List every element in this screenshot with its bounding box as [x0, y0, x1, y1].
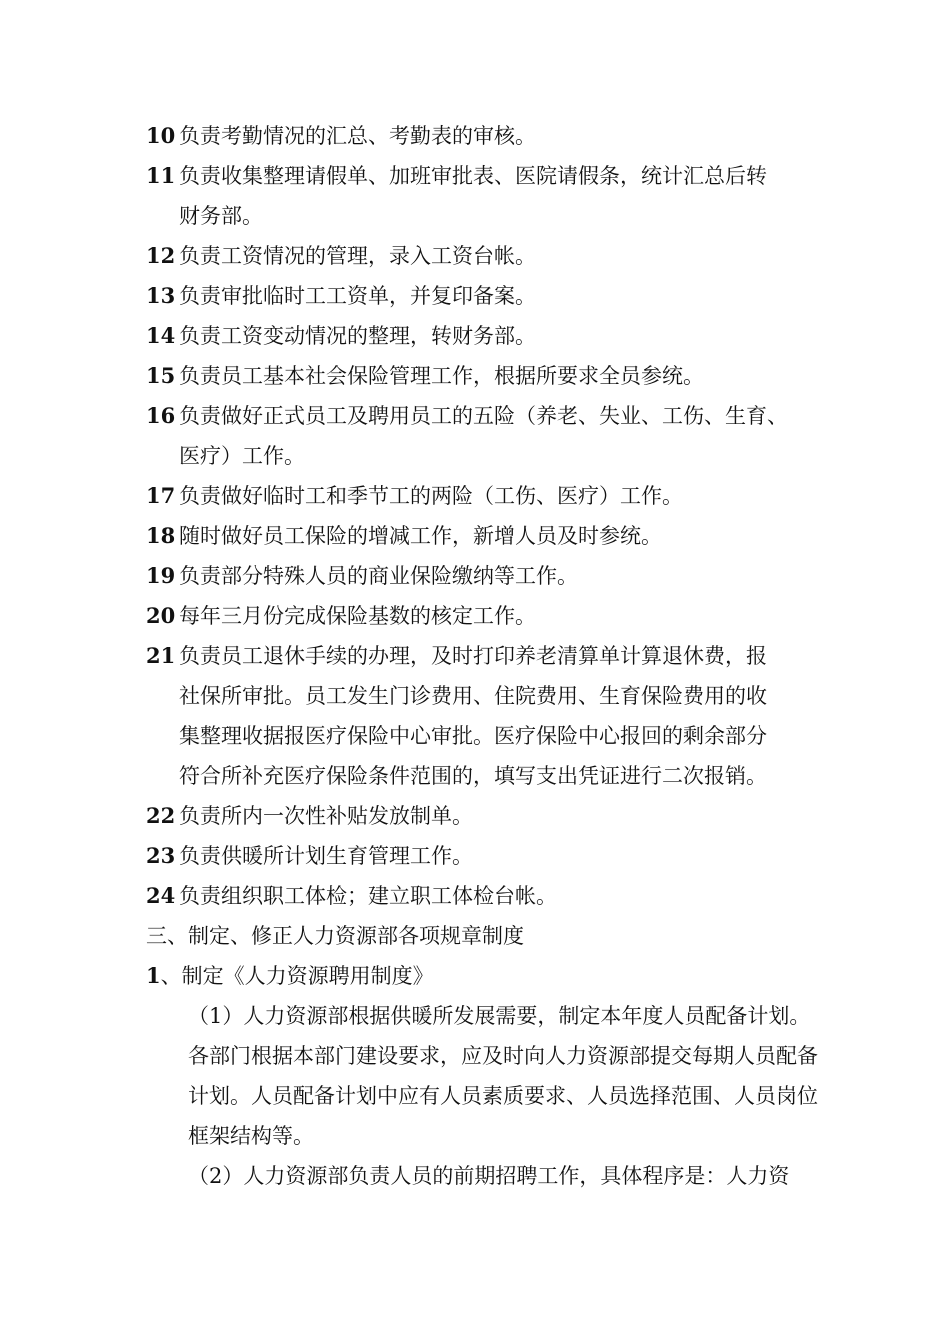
item-number: 19	[146, 563, 176, 588]
text-line: （2）人力资源部负责人员的前期招聘工作，具体程序是：人力资	[188, 1164, 790, 1188]
text-line: 负责收集整理请假单、加班审批表、医院请假条，统计汇总后转	[179, 164, 767, 188]
item-number: 11	[146, 163, 176, 188]
item-number: 22	[146, 803, 176, 828]
sub-heading-text: 、制定《人力资源聘用制度》	[160, 964, 434, 988]
item-number: 16	[146, 403, 176, 428]
item-number: 17	[146, 483, 176, 508]
list-item	[146, 116, 810, 156]
text-line: 财务部。	[179, 204, 263, 228]
text-line: （1）人力资源部根据供暖所发展需要，制定本年度人员配备计划。	[188, 1004, 811, 1028]
text-line: 负责做好临时工和季节工的两险（工伤、医疗）工作。	[179, 484, 683, 508]
item-number: 13	[146, 283, 176, 308]
item-number: 23	[146, 843, 176, 868]
list-item	[146, 316, 810, 356]
text-line: 负责部分特殊人员的商业保险缴纳等工作。	[179, 564, 578, 588]
item-text	[179, 876, 810, 916]
list-item	[146, 516, 810, 556]
item-text	[179, 836, 810, 876]
item-text	[179, 276, 810, 316]
item-text	[179, 236, 810, 276]
text-line: 负责组织职工体检；建立职工体检台帐。	[179, 884, 557, 908]
sub-heading-number: 1	[146, 963, 161, 988]
item-number: 10	[146, 123, 176, 148]
list-item	[146, 276, 810, 316]
item-text	[179, 796, 810, 836]
text-line: 随时做好员工保险的增减工作，新增人员及时参统。	[179, 524, 662, 548]
item-text	[179, 636, 810, 796]
text-line: 医疗）工作。	[179, 444, 305, 468]
list-item	[146, 476, 810, 516]
sub-heading	[146, 956, 810, 996]
text-line: 每年三月份完成保险基数的核定工作。	[179, 604, 536, 628]
item-number: 18	[146, 523, 176, 548]
item-number: 20	[146, 603, 176, 628]
list-item	[146, 596, 810, 636]
item-text	[179, 476, 810, 516]
text-line: 计划。人员配备计划中应有人员素质要求、人员选择范围、人员岗位	[188, 1084, 818, 1108]
item-text	[179, 356, 810, 396]
item-text	[179, 556, 810, 596]
text-line: 负责员工退休手续的办理，及时打印养老清算单计算退休费，报	[179, 644, 767, 668]
text-line: 负责工资变动情况的整理，转财务部。	[179, 324, 536, 348]
text-line: 社保所审批。员工发生门诊费用、住院费用、生育保险费用的收	[179, 684, 767, 708]
list-item	[146, 636, 810, 796]
list-item	[146, 236, 810, 276]
item-text	[179, 156, 810, 236]
item-number: 12	[146, 243, 176, 268]
item-number: 15	[146, 363, 176, 388]
item-text	[179, 596, 810, 636]
text-line: 负责考勤情况的汇总、考勤表的审核。	[179, 124, 536, 148]
list-item	[146, 356, 810, 396]
item-number: 24	[146, 883, 176, 908]
item-text	[179, 516, 810, 556]
item-text	[179, 396, 810, 476]
text-line: 框架结构等。	[188, 1124, 314, 1148]
section-heading: 三、制定、修正人力资源部各项规章制度	[146, 924, 524, 948]
text-line: 负责审批临时工工资单，并复印备案。	[179, 284, 536, 308]
document-body	[146, 116, 818, 1196]
text-line: 负责所内一次性补贴发放制单。	[179, 804, 473, 828]
text-line: 负责供暖所计划生育管理工作。	[179, 844, 473, 868]
item-text	[179, 116, 810, 156]
list-item	[146, 836, 810, 876]
item-number: 21	[146, 643, 176, 668]
item-text	[179, 316, 810, 356]
list-item	[146, 796, 810, 836]
text-line: 负责员工基本社会保险管理工作，根据所要求全员参统。	[179, 364, 704, 388]
text-line: 各部门根据本部门建设要求，应及时向人力资源部提交每期人员配备	[188, 1044, 818, 1068]
list-item	[146, 556, 810, 596]
list-item	[146, 876, 810, 916]
item-number: 14	[146, 323, 176, 348]
paragraph	[146, 996, 818, 1156]
list-item	[146, 396, 810, 476]
text-line: 负责工资情况的管理，录入工资台帐。	[179, 244, 536, 268]
text-line: 负责做好正式员工及聘用员工的五险（养老、失业、工伤、生育、	[179, 404, 788, 428]
list-item	[146, 156, 810, 236]
text-line: 符合所补充医疗保险条件范围的，填写支出凭证进行二次报销。	[179, 764, 767, 788]
paragraph	[146, 1156, 810, 1196]
text-line: 集整理收据报医疗保险中心审批。医疗保险中心报回的剩余部分	[179, 724, 767, 748]
